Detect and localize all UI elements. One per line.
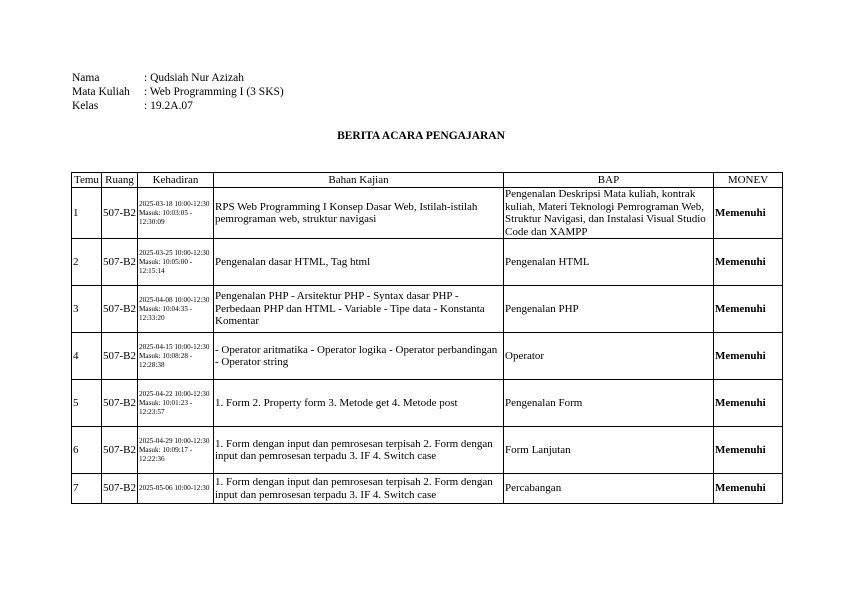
cell-monev: Memenuhi [714, 427, 783, 474]
info-row-nama [72, 71, 284, 85]
cell-ruang: 507-B2 [102, 474, 138, 504]
kehadiran-jadwal: 2025-04-29 10:00-12:30 [139, 436, 210, 445]
table-body [72, 188, 783, 504]
cell-monev: Memenuhi [714, 333, 783, 380]
cell-monev: Memenuhi [714, 188, 783, 239]
table-row [72, 239, 783, 286]
kehadiran-masuk: Masuk: 10:09:17 - 12:22:36 [139, 445, 193, 463]
cell-bahan-kajian: 1. Form dengan input dan pemrosesan terpisah 2. Form dengan input dan pemrosesan terpadu 3. IF 4. Switch case [214, 474, 504, 504]
kehadiran-jadwal: 2025-04-15 10:00-12:30 [139, 342, 210, 351]
table-row [72, 333, 783, 380]
cell-kehadiran [138, 333, 214, 380]
cell-ruang: 507-B2 [102, 427, 138, 474]
cell-ruang: 507-B2 [102, 188, 138, 239]
cell-temu: 4 [72, 333, 102, 380]
header-bap: BAP [504, 173, 714, 188]
cell-ruang: 507-B2 [102, 239, 138, 286]
info-label: Nama [72, 72, 100, 84]
teaching-report-table [71, 172, 783, 504]
kehadiran-masuk: Masuk: 10:08:28 - 12:28:38 [139, 351, 193, 369]
cell-bap: Pengenalan PHP [504, 286, 714, 333]
cell-temu: 7 [72, 474, 102, 504]
cell-bahan-kajian: 1. Form dengan input dan pemrosesan terpisah 2. Form dengan input dan pemrosesan terpadu 3. IF 4. Switch case [214, 427, 504, 474]
cell-temu: 6 [72, 427, 102, 474]
page-title: BERITA ACARA PENGAJARAN [337, 130, 505, 142]
cell-bahan-kajian: 1. Form 2. Property form 3. Metode get 4. Metode post [214, 380, 504, 427]
cell-bahan-kajian: Pengenalan dasar HTML, Tag html [214, 239, 504, 286]
cell-bap: Pengenalan Deskripsi Mata kuliah, kontrak kuliah, Materi Teknologi Pemrograman Web, Struktur Navigasi, dan Instalasi Visual Studio Code dan XAMPP [504, 188, 714, 239]
info-row-mata-kuliah [72, 85, 284, 99]
info-row-kelas [72, 99, 284, 113]
cell-bap: Pengenalan Form [504, 380, 714, 427]
table-row [72, 188, 783, 239]
cell-ruang: 507-B2 [102, 333, 138, 380]
cell-monev: Memenuhi [714, 239, 783, 286]
cell-kehadiran [138, 380, 214, 427]
cell-kehadiran [138, 239, 214, 286]
student-info [72, 71, 284, 113]
cell-monev: Memenuhi [714, 286, 783, 333]
kehadiran-jadwal: 2025-04-08 10:00-12:30 [139, 295, 210, 304]
header-bahan-kajian: Bahan Kajian [214, 173, 504, 188]
kehadiran-masuk: Masuk: 10:03:05 - 12:30:09 [139, 208, 193, 226]
cell-temu: 3 [72, 286, 102, 333]
cell-bahan-kajian: RPS Web Programming I Konsep Dasar Web, Istilah-istilah pemrograman web, struktur navigasi [214, 188, 504, 239]
table-row [72, 474, 783, 504]
kehadiran-jadwal: 2025-03-25 10:00-12:30 [139, 248, 210, 257]
cell-bap: Form Lanjutan [504, 427, 714, 474]
cell-kehadiran [138, 474, 214, 504]
cell-temu: 1 [72, 188, 102, 239]
kehadiran-jadwal: 2025-03-18 10:00-12:30 [139, 199, 210, 208]
cell-bap: Pengenalan HTML [504, 239, 714, 286]
info-value: : Qudsiah Nur Azizah [144, 72, 244, 84]
table-header-row [72, 173, 783, 188]
info-value: : Web Programming I (3 SKS) [144, 86, 284, 98]
table-row [72, 427, 783, 474]
cell-bahan-kajian: Pengenalan PHP - Arsitektur PHP - Syntax dasar PHP - Perbedaan PHP dan HTML - Variable - Tipe data - Konstanta Komentar [214, 286, 504, 333]
header-ruang: Ruang [102, 173, 138, 188]
table-row [72, 286, 783, 333]
header-monev: MONEV [714, 173, 783, 188]
cell-kehadiran [138, 427, 214, 474]
cell-ruang: 507-B2 [102, 380, 138, 427]
header-temu: Temu [72, 173, 102, 188]
kehadiran-jadwal: 2025-04-22 10:00-12:30 [139, 389, 210, 398]
cell-kehadiran [138, 286, 214, 333]
cell-temu: 5 [72, 380, 102, 427]
info-value: : 19.2A.07 [144, 100, 193, 112]
info-label: Mata Kuliah [72, 86, 130, 98]
info-label: Kelas [72, 100, 99, 112]
cell-bahan-kajian: - Operator aritmatika - Operator logika - Operator perbandingan - Operator string [214, 333, 504, 380]
cell-bap: Percabangan [504, 474, 714, 504]
kehadiran-masuk: Masuk: 10:05:00 - 12:15:14 [139, 257, 193, 275]
cell-ruang: 507-B2 [102, 286, 138, 333]
kehadiran-masuk: Masuk: 10:04:35 - 12:33:20 [139, 304, 193, 322]
kehadiran-masuk: Masuk: 10:01:23 - 12:23:57 [139, 398, 193, 416]
cell-kehadiran [138, 188, 214, 239]
cell-monev: Memenuhi [714, 380, 783, 427]
cell-bap: Operator [504, 333, 714, 380]
cell-temu: 2 [72, 239, 102, 286]
header-kehadiran: Kehadiran [138, 173, 214, 188]
kehadiran-jadwal: 2025-05-06 10:00-12:30 [139, 484, 210, 492]
table-row [72, 380, 783, 427]
cell-monev: Memenuhi [714, 474, 783, 504]
